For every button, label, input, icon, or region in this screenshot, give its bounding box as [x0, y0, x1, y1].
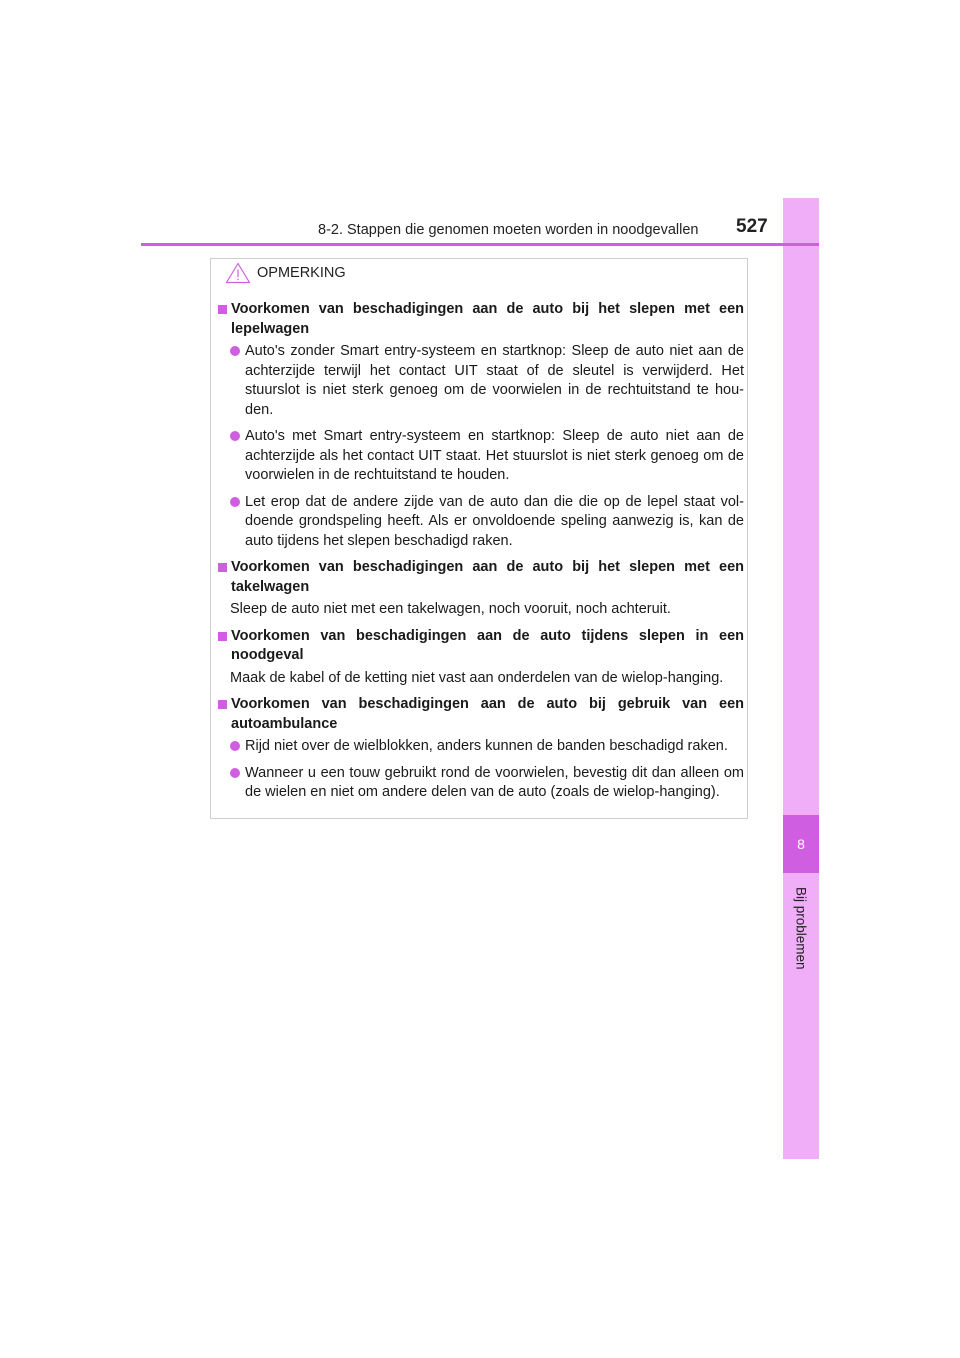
chapter-side-tab — [783, 198, 819, 1159]
round-bullet-icon — [230, 497, 240, 507]
round-bullet-icon — [230, 346, 240, 356]
section-heading-row — [217, 695, 744, 734]
notice-content — [217, 300, 744, 803]
notice-section — [217, 558, 744, 620]
section-heading: Voorkomen van beschadigingen aan de auto bij het slepen met een lepelwagen — [231, 301, 744, 337]
square-bullet-icon — [218, 305, 227, 314]
section-heading-row — [217, 558, 744, 597]
header-rule — [141, 243, 819, 246]
bullet-text: Rijd niet over de wielblokken, anders kunnen de banden beschadigd raken. — [245, 738, 728, 754]
bullet-item — [217, 737, 744, 757]
section-heading-row — [217, 300, 744, 339]
page-number: 527 — [736, 216, 768, 237]
square-bullet-icon — [218, 700, 227, 709]
notice-section — [217, 300, 744, 551]
notice-title: OPMERKING — [257, 265, 346, 281]
section-heading: Voorkomen van beschadigingen aan de auto bij het slepen met een takelwagen — [231, 559, 744, 595]
section-heading: Voorkomen van beschadigingen aan de auto tijdens slepen in een noodgeval — [231, 627, 744, 663]
round-bullet-icon — [230, 768, 240, 778]
bullet-text: Let erop dat de andere zijde van de auto dan die die op de lepel staat vol-doende grondspeling heeft. Als er onvoldoende speling aanwezig is, kan de auto tijdens het slepen beschadigd raken. — [245, 493, 744, 549]
notice-section — [217, 627, 744, 689]
warning-triangle-icon — [225, 262, 251, 284]
section-heading: Voorkomen van beschadigingen aan de auto bij gebruik van een autoambulance — [231, 696, 744, 732]
section-title: 8-2. Stappen die genomen moeten worden in noodgevallen — [318, 222, 699, 238]
bullet-item — [217, 342, 744, 420]
round-bullet-icon — [230, 431, 240, 441]
chapter-label: Bij problemen — [793, 886, 809, 970]
section-body: Sleep de auto niet met een takelwagen, noch vooruit, noch achteruit. — [230, 601, 671, 617]
section-heading-row — [217, 627, 744, 666]
bullet-item — [217, 427, 744, 486]
bullet-text: Auto's met Smart entry-systeem en startknop: Sleep de auto niet aan de achterzijde als het contact UIT staat. Het stuurslot is niet sterk genoeg om de voorwielen in de rechtuitstand te houden. — [245, 428, 744, 483]
bullet-item — [217, 493, 744, 552]
bullet-item — [217, 764, 744, 803]
chapter-label-wrap — [785, 878, 817, 978]
bullet-text: Wanneer u een touw gebruikt rond de voorwielen, bevestig dit dan alleen om de wielen en niet om andere delen van de auto (zoals de wielop-hanging). — [245, 764, 744, 800]
chapter-number: 8 — [783, 815, 819, 873]
square-bullet-icon — [218, 563, 227, 572]
bullet-text: Auto's zonder Smart entry-systeem en startknop: Sleep de auto niet aan de achterzijde terwijl het contact UIT staat of de sleutel is verwijderd. Het stuurslot is niet sterk genoeg om de voorwielen in de rechtuitstand te hou-den. — [245, 343, 744, 418]
section-body: Maak de kabel of de ketting niet vast aan onderdelen van de wielop-hanging. — [230, 669, 724, 686]
notice-section — [217, 695, 744, 803]
square-bullet-icon — [218, 632, 227, 641]
notice-header — [225, 259, 346, 287]
notice-box — [210, 258, 748, 819]
round-bullet-icon — [230, 741, 240, 751]
